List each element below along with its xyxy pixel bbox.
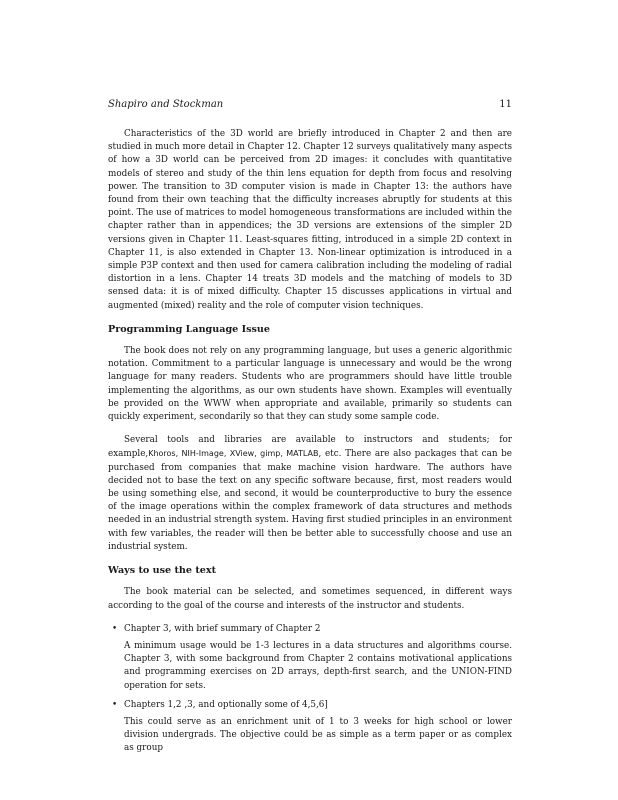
list-item	[108, 699, 512, 756]
bullet-icon: •	[112, 623, 118, 634]
list-item-title: Chapter 3, with brief summary of Chapter 2	[124, 623, 321, 634]
usage-list	[108, 623, 512, 756]
tool-names: Khoros, NIH-Image, XView, gimp, MATLAB	[148, 449, 319, 459]
list-item-description: This could serve as an enrichment unit of 1 to 3 weeks for high school or lower division undergrads. The objective could be as simple as a term paper or as complex as group	[124, 716, 512, 754]
programming-paragraph-2	[108, 434, 512, 554]
header-authors: Shapiro and Stockman	[108, 99, 224, 110]
running-header	[108, 99, 512, 110]
intro-paragraph: Characteristics of the 3D world are briefly introduced in Chapter 2 and then are studied in much more detail in Chapter 12. Chapter 12 surveys qualitatively many aspects of how a 3D world can be perceived from 2D images: it concludes with quantitative models of stereo and study of the thin lens equation for depth from focus and resolving power. The transition to 3D computer vision is made in Chapter 13: the authors have found from their own teaching that the difficulty increases abruptly for students at this point. The use of matrices to model homogeneous transformations are included within the chapter rather than in appendices; the 3D versions are extensions of the simpler 2D versions given in Chapter 11. Least-squares fitting, introduced in a simple 2D context in Chapter 11, is also extended in Chapter 13. Non-linear optimization is introduced in a simple P3P context and then used for camera calibration including the modeling of radial distortion in a lens. Chapter 14 treats 3D models and the matching of models to 3D sensed data: it is of mixed difficulty. Chapter 15 discusses applications in virtual and augmented (mixed) reality and the role of computer vision techniques.	[108, 129, 512, 311]
programming-paragraph-1: The book does not rely on any programming language, but uses a generic algorithmic notation. Commitment to a particular language is unnecessary and would be the wrong language for many readers. Students who are programmers should have little trouble implementing the algorithms, as our own students have shown. Examples will eventually be provided on the WWW when appropriate and available, primarily so students can quickly experiment, secondarily so that they can study some sample code.	[108, 346, 512, 423]
tools-rest-text: , etc. There are also packages that can be purchased from companies that make machine vision hardware. The authors have decided not to base the text on any specific software because, first, most readers would be using something else, and second, it would be counterproductive to bury the essence of the image operations within the complex framework of data structures and methods needed in an industrial strength system. Having first studied principles in an environment with few variables, the reader will then be better able to successfully choose and use an industrial system.	[108, 449, 512, 552]
ways-to-use-heading: Ways to use the text	[108, 565, 216, 577]
list-item	[108, 623, 512, 693]
tools-intro-text: Several tools and libraries are available to instructors and students; for example,	[108, 435, 512, 460]
programming-language-heading: Programming Language Issue	[108, 323, 270, 335]
page-number: 11	[499, 99, 512, 110]
ways-paragraph: The book material can be selected, and sometimes sequenced, in different ways according to the goal of the course and interests of the instructor and students.	[108, 587, 512, 611]
list-item-description: A minimum usage would be 1-3 lectures in a data structures and algorithms course. Chapter 3, with some background from Chapter 2 contains motivational applications and programming exercises on 2D arrays, depth-first search, and the UNION-FIND operation for sets.	[124, 640, 512, 691]
page-body	[108, 128, 512, 762]
list-item-title: Chapters 1,2 ,3, and optionally some of 4,5,6]	[124, 699, 328, 710]
bullet-icon: •	[112, 699, 118, 710]
